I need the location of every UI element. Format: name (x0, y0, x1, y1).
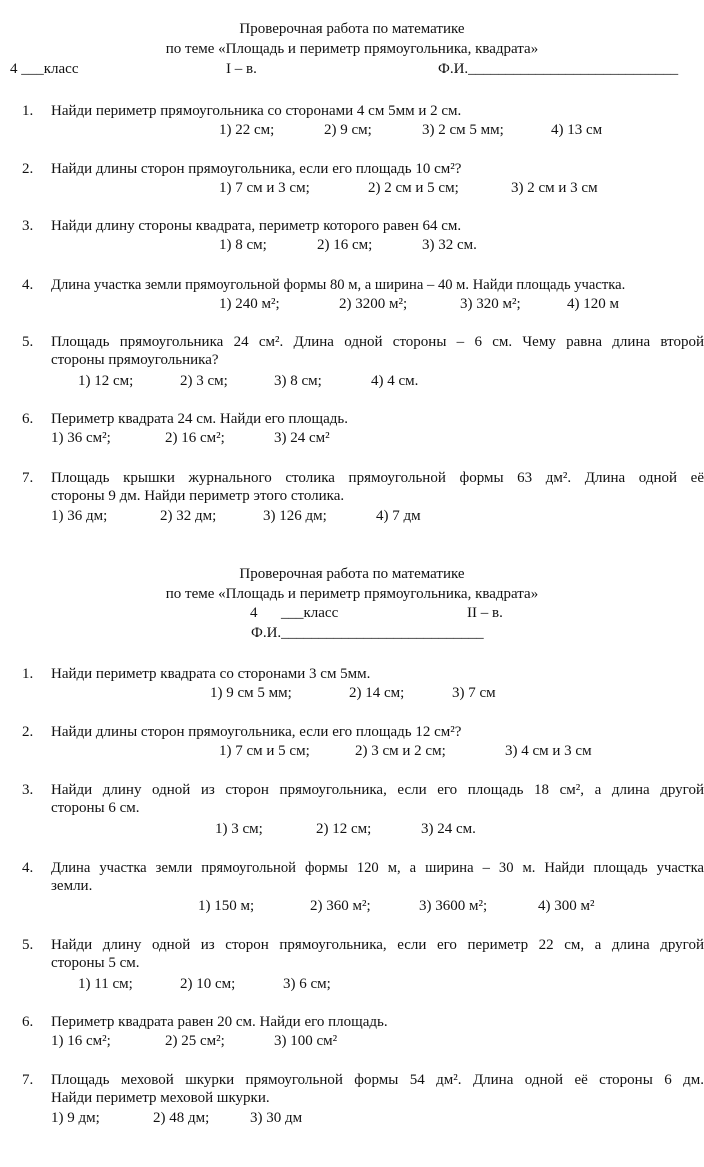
question-text: Площадь крышки журнального столика прямоугольной формы 63 дм². Длина одной её (51, 470, 704, 486)
question-number: 7. (22, 1072, 34, 1088)
v2-q7-answer-3: 3) 30 дм (250, 1110, 303, 1126)
question-text: Периметр квадрата 24 см. Найди его площадь. (51, 411, 348, 427)
v1-question-2 (22, 160, 704, 178)
v1-q4-answer-1: 1) 240 м²; (219, 296, 280, 312)
v1-q7-answer-3: 3) 126 дм; (263, 508, 327, 524)
v2-title: Проверочная работа по математике (239, 566, 465, 582)
v1-q3-answer-3: 3) 32 см. (422, 237, 477, 253)
question-text: Найди длины сторон прямоугольника, если его площадь 12 см²? (51, 724, 462, 740)
question-text: Найди периметр прямоугольника со сторонами 4 см 5мм и 2 см. (51, 103, 462, 119)
question-number: 5. (22, 334, 34, 350)
v1-q2-answer-2: 2) 2 см и 5 см; (368, 180, 459, 196)
v1-q5-answer-4: 4) 4 см. (371, 373, 419, 389)
question-text: стороны прямоугольника? (51, 352, 219, 368)
v1-question-3 (22, 217, 704, 235)
v1-q5-answer-3: 3) 8 см; (274, 373, 322, 389)
v2-question-7 (22, 1071, 704, 1107)
v2-q3-answer-1: 1) 3 см; (215, 821, 263, 837)
v1-variant: I – в. (226, 61, 257, 77)
question-text: Длина участка земли прямоугольной формы 80 м, а ширина – 40 м. Найди площадь участка. (51, 277, 626, 293)
v2-subtitle: по теме «Площадь и периметр прямоугольника, квадрата» (165, 586, 539, 602)
v2-question-6 (22, 1013, 704, 1031)
question-text: Найди периметр меховой шкурки. (51, 1090, 270, 1106)
v1-q4-answer-4: 4) 120 м (567, 296, 619, 312)
question-text: земли. (51, 878, 93, 894)
v2-q1-answer-3: 3) 7 см (452, 685, 496, 701)
question-text: Найди периметр квадрата со сторонами 3 см 5мм. (51, 666, 371, 682)
v1-q1-answer-4: 4) 13 см (551, 122, 603, 138)
v1-q7-answer-2: 2) 32 дм; (160, 508, 217, 524)
v1-title: Проверочная работа по математике (239, 21, 465, 37)
v2-name-field: Ф.И.___________________________ (251, 625, 484, 641)
question-number: 6. (22, 1014, 34, 1030)
question-number: 4. (22, 860, 34, 876)
question-number: 3. (22, 782, 34, 798)
v1-q6-answer-3: 3) 24 см² (274, 430, 330, 446)
question-text: стороны 9 дм. Найди периметр этого столика. (51, 488, 345, 504)
question-text: стороны 5 см. (51, 955, 140, 971)
v1-q7-answer-1: 1) 36 дм; (51, 508, 108, 524)
v1-q2-answer-3: 3) 2 см и 3 см (511, 180, 598, 196)
v2-grade: ___класс (281, 605, 339, 621)
v1-q1-answer-1: 1) 22 см; (219, 122, 275, 138)
question-number: 5. (22, 937, 34, 953)
question-number: 1. (22, 666, 34, 682)
question-number: 1. (22, 103, 34, 119)
v2-q5-answer-1: 1) 11 см; (78, 976, 133, 992)
v2-question-5 (22, 936, 704, 972)
question-text: Найди длины сторон прямоугольника, если его площадь 10 см²? (51, 161, 462, 177)
question-number: 7. (22, 470, 34, 486)
question-number: 2. (22, 161, 34, 177)
question-text: стороны 6 см. (51, 800, 140, 816)
v2-question-1 (22, 665, 704, 683)
v2-q7-answer-1: 1) 9 дм; (51, 1110, 100, 1126)
v1-q5-answer-2: 2) 3 см; (180, 373, 228, 389)
v1-q3-answer-2: 2) 16 см; (317, 237, 373, 253)
v1-q7-answer-4: 4) 7 дм (376, 508, 421, 524)
v1-subtitle: по теме «Площадь и периметр прямоугольника, квадрата» (165, 41, 539, 57)
v2-q2-answer-1: 1) 7 см и 5 см; (219, 743, 310, 759)
v2-q4-answer-4: 4) 300 м² (538, 898, 595, 914)
question-text: Площадь прямоугольника 24 см². Длина одной стороны – 6 см. Чему равна длина второй (51, 334, 704, 350)
v1-question-7 (22, 469, 704, 505)
v2-q3-answer-3: 3) 24 см. (421, 821, 476, 837)
v2-q3-answer-2: 2) 12 см; (316, 821, 372, 837)
question-number: 3. (22, 218, 34, 234)
question-text: Найди длину одной из сторон прямоугольника, если его периметр 22 см, а длина другой (51, 937, 704, 953)
question-number: 6. (22, 411, 34, 427)
v2-q2-answer-3: 3) 4 см и 3 см (505, 743, 592, 759)
v2-q1-answer-2: 2) 14 см; (349, 685, 405, 701)
question-text: Найди длину стороны квадрата, периметр которого равен 64 см. (51, 218, 462, 234)
v2-q4-answer-1: 1) 150 м; (198, 898, 255, 914)
v1-question-6 (22, 410, 704, 428)
v2-q4-answer-2: 2) 360 м²; (310, 898, 371, 914)
v2-q6-answer-3: 3) 100 см² (274, 1033, 338, 1049)
question-number: 2. (22, 724, 34, 740)
v1-q3-answer-1: 1) 8 см; (219, 237, 267, 253)
v1-q1-answer-3: 3) 2 см 5 мм; (422, 122, 504, 138)
v2-question-2 (22, 723, 704, 741)
v1-question-4 (22, 276, 704, 294)
v2-q6-answer-2: 2) 25 см²; (165, 1033, 225, 1049)
v1-q4-answer-2: 2) 3200 м²; (339, 296, 408, 312)
v2-q5-answer-2: 2) 10 см; (180, 976, 236, 992)
v1-q1-answer-2: 2) 9 см; (324, 122, 372, 138)
v2-q2-answer-2: 2) 3 см и 2 см; (355, 743, 446, 759)
v2-q7-answer-2: 2) 48 дм; (153, 1110, 210, 1126)
v2-grade-number: 4 (250, 605, 258, 621)
v2-q6-answer-1: 1) 16 см²; (51, 1033, 111, 1049)
v1-question-1 (22, 102, 704, 120)
v1-question-5 (22, 333, 704, 369)
v2-variant: II – в. (467, 605, 503, 621)
v2-question-4 (22, 859, 704, 895)
v2-q5-answer-3: 3) 6 см; (283, 976, 331, 992)
question-text: Найди длину одной из сторон прямоугольника, если его площадь 18 см², а длина другой (51, 782, 704, 798)
question-text: Периметр квадрата равен 20 см. Найди его площадь. (51, 1014, 388, 1030)
v2-question-3 (22, 781, 704, 817)
v1-name-field: Ф.И.____________________________ (438, 61, 679, 77)
v2-q1-answer-1: 1) 9 см 5 мм; (210, 685, 292, 701)
v1-q6-answer-1: 1) 36 см²; (51, 430, 111, 446)
question-text: Площадь меховой шкурки прямоугольной формы 54 дм². Длина одной её стороны 6 дм. (51, 1072, 704, 1088)
v1-q2-answer-1: 1) 7 см и 3 см; (219, 180, 310, 196)
v1-q4-answer-3: 3) 320 м²; (460, 296, 521, 312)
question-text: Длина участка земли прямоугольной формы 120 м, а ширина – 30 м. Найди площадь участка (51, 860, 704, 876)
v2-q4-answer-3: 3) 3600 м²; (419, 898, 488, 914)
question-number: 4. (22, 277, 34, 293)
v1-q6-answer-2: 2) 16 см²; (165, 430, 225, 446)
v1-q5-answer-1: 1) 12 см; (78, 373, 134, 389)
v1-grade: 4 ___класс (10, 61, 79, 77)
